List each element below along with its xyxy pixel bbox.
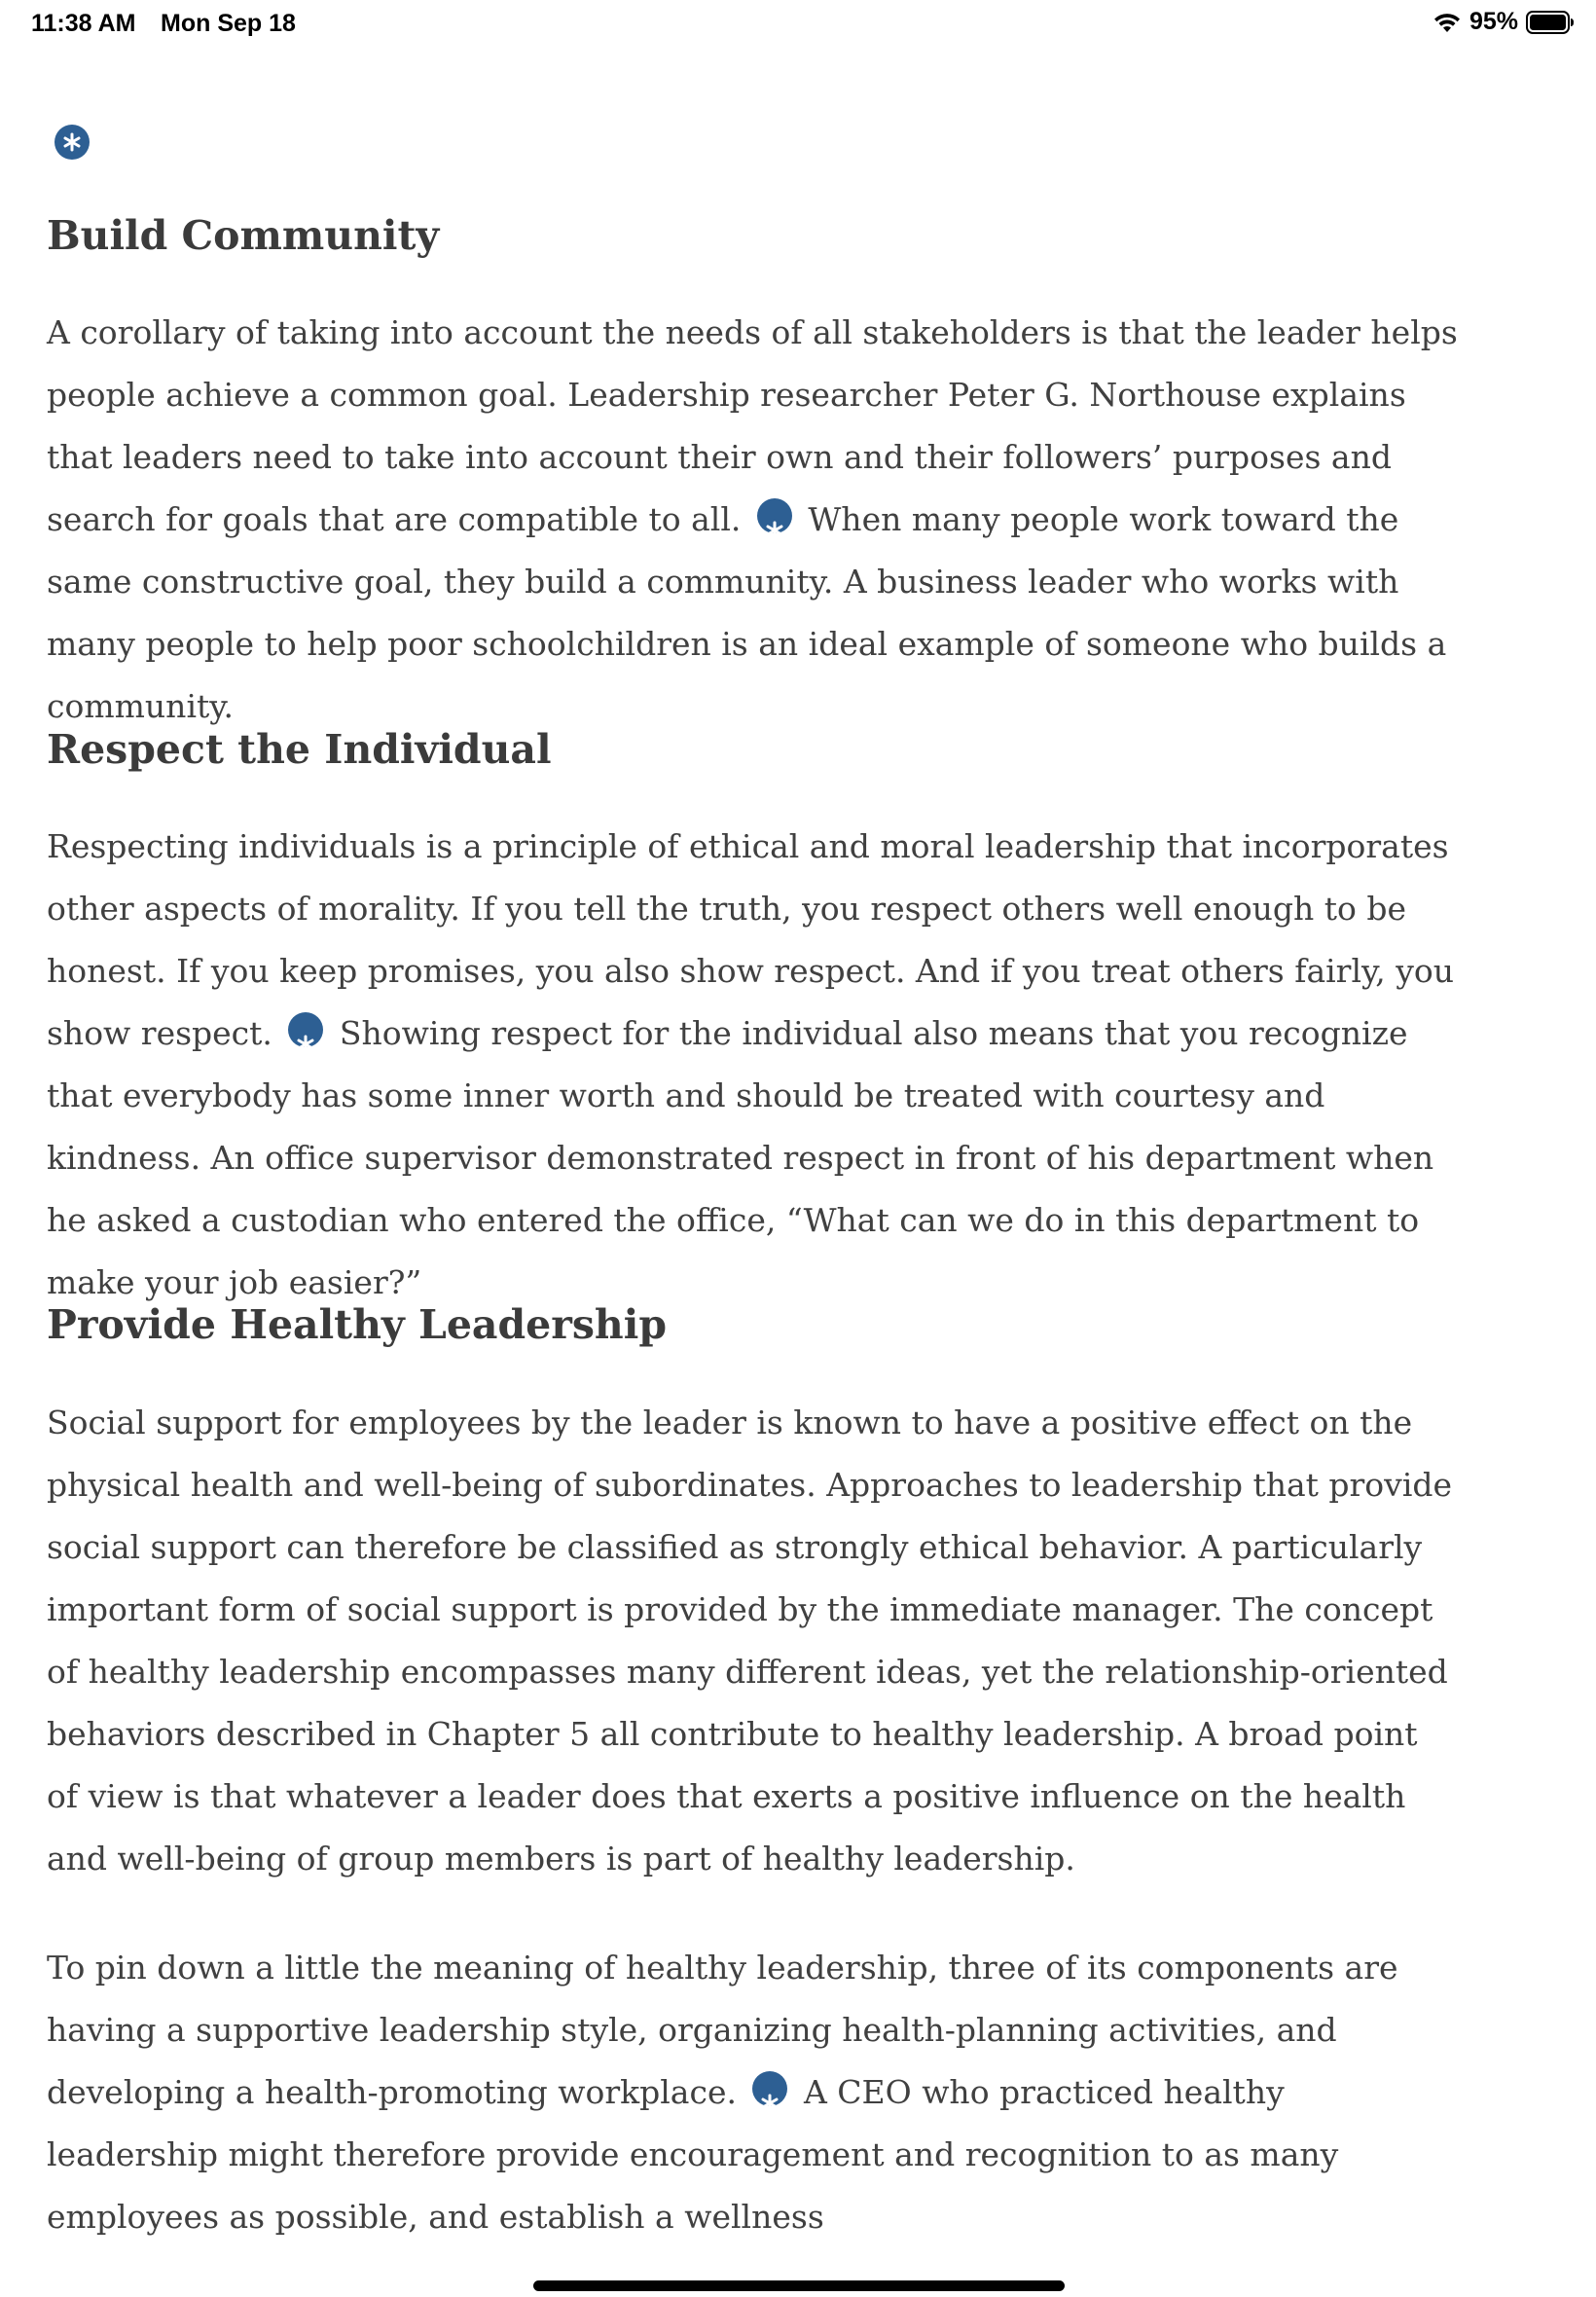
paragraph-text: A CEO who practiced healthy leadership might therefore provide encouragement and recognition to as many employees as possible, and establish a wellness — [47, 2073, 1339, 2236]
wifi-icon — [1433, 11, 1462, 34]
battery-icon — [1526, 10, 1575, 35]
section-heading-healthy-leadership: Provide Healthy Leadership — [47, 1301, 667, 1348]
status-indicators — [1433, 8, 1575, 36]
paragraph-text: To pin down a little the meaning of healthy leadership, three of its components are having a supportive leadership style, organizing health-planning activities, and developing a health-promoting workplace. — [47, 1949, 1398, 2111]
battery-percent: 95% — [1469, 8, 1518, 35]
asterisk-marker-icon[interactable] — [288, 1012, 323, 1047]
paragraph-text: A corollary of taking into account the needs of all stakeholders is that the leader helps people achieve a common goal. Leadership researcher Peter G. Northouse explains that leaders need to take into account their own and their followers’ purposes and search for goals that are compatible to all. — [47, 313, 1458, 538]
section-heading-build-community: Build Community — [47, 212, 440, 259]
asterisk-marker-icon[interactable] — [757, 498, 792, 533]
paragraph-text: When many people work toward the same constructive goal, they build a community. A business leader who works with many people to help poor schoolchildren is an ideal example of someone who builds a community. — [47, 500, 1447, 725]
section-paragraph-build-community — [47, 302, 1458, 738]
section-heading-respect-individual: Respect the Individual — [47, 726, 552, 773]
asterisk-marker-icon[interactable] — [752, 2071, 787, 2106]
status-bar — [0, 0, 1596, 47]
section-paragraph-healthy-leadership: Social support for employees by the leader is known to have a positive effect on the physical health and well-being of subordinates. Approaches to leadership that provide social support can therefore be classified as strongly ethical behavior. A particularly important form of social support is provided by the immediate manager. The concept of healthy leadership encompasses many different ideas, yet the relationship-oriented behaviors described in Chapter 5 all contribute to healthy leadership. A broad point of view is that whatever a leader does that exerts a positive influence on the health and well-being of group members is part of healthy leadership. — [47, 1404, 1453, 1878]
paragraph-text: Respecting individuals is a principle of ethical and moral leadership that incorporates other aspects of morality. If you tell the truth, you respect others well enough to be honest. If you keep promises, you also show respect. And if you treat others fairly, you show respect. — [47, 827, 1455, 1052]
home-indicator[interactable] — [533, 2280, 1065, 2291]
asterisk-marker-icon[interactable] — [54, 125, 90, 160]
section-paragraph-healthy-leadership-2 — [47, 1937, 1458, 2248]
status-time: 11:38 AM — [31, 10, 136, 37]
status-date: Mon Sep 18 — [161, 10, 296, 37]
paragraph-text: Showing respect for the individual also means that you recognize that everybody has some inner worth and should be treated with courtesy and kindness. An office supervisor demonstrated respect in front of his department when he asked a custodian who entered the office, “What can we do in this department to make your job easier?” — [47, 1014, 1434, 1301]
section-paragraph-respect-individual — [47, 816, 1458, 1314]
